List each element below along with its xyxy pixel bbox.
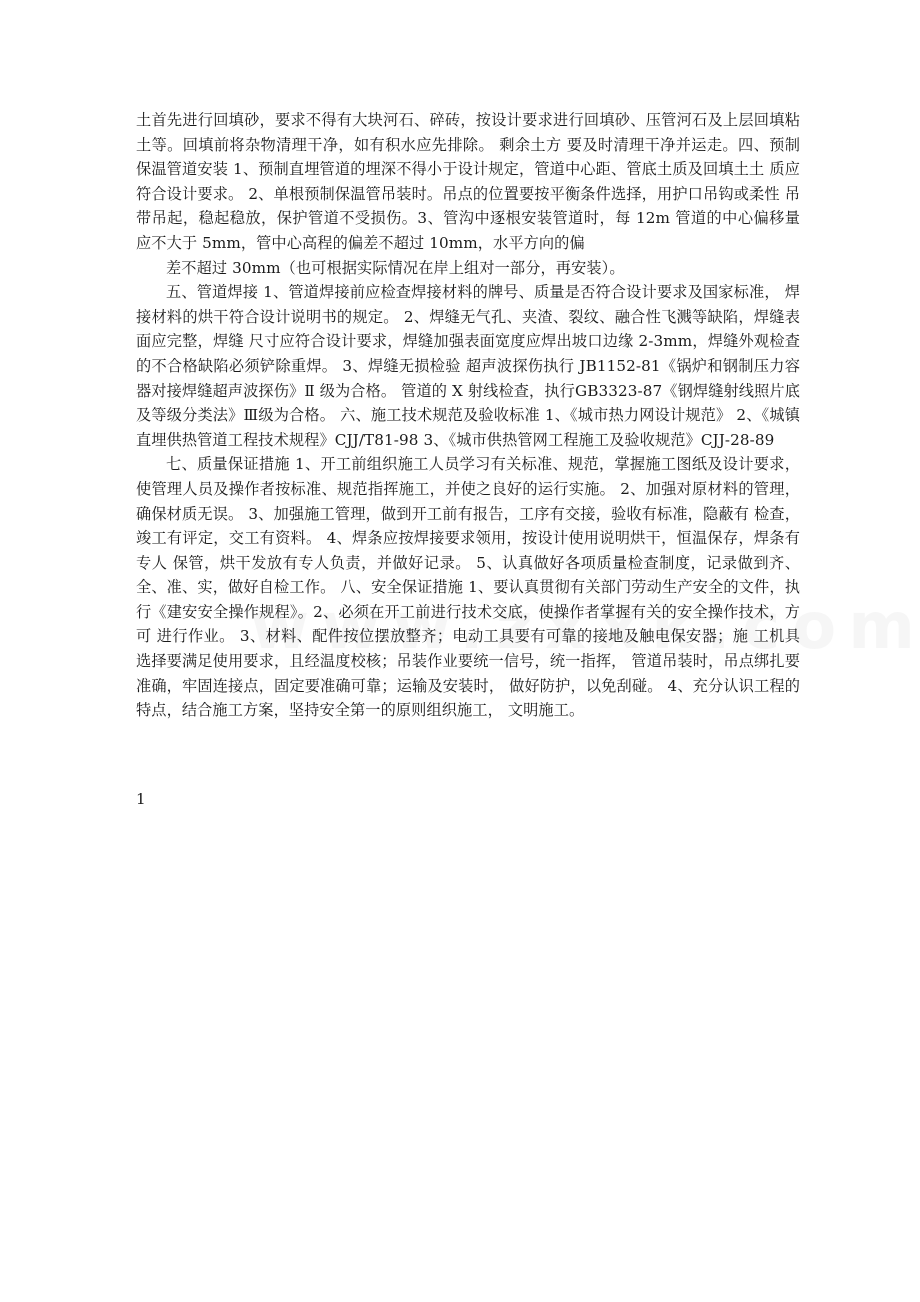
paragraph-4: 七、质量保证措施 1、开工前组织施工人员学习有关标准、规范，掌握施工图纸及设计要求， 使管理人员及操作者按标准、规范指挥施工，并使之良好的运行实施。 2、加强对原材料的管理，确保材质无误。 3、加强施工管理，做到开工前有报告，工序有交接，验收有标准，隐蔽有 检查，竣工有评定，交工有资料。 4、焊条应按焊接要求领用，按设计使用说明烘干，恒温保存，焊条有专人 保管，烘干发放有专人负责，并做好记录。 5、认真做好各项质量检查制度，记录做到齐、全、准、实，做好自检工作。 八、安全保证措施 1、要认真贯彻有关部门劳动生产安全的文件，执行《建安安全操作规程》。2、必须在开工前进行技术交底，使操作者掌握有关的安全操作技术，方可 进行作业。 3、材料、配件按位摆放整齐；电动工具要有可靠的接地及触电保安器；施 工机具选择要满足使用要求，且经温度校核；吊装作业要统一信号，统一指挥， 管道吊装时，吊点绑扎要准确，牢固连接点，固定要准确可靠；运输及安装时， 做好防护，以免刮碰。 4、充分认识工程的特点，结合施工方案，坚持安全第一的原则组织施工， 文明施工。: [136, 455, 800, 720]
paragraph-3: 五、管道焊接 1、管道焊接前应检查焊接材料的牌号、质量是否符合设计要求及国家标准， 焊接材料的烘干符合设计说明书的规定。 2、焊缝无气孔、夹渣、裂纹、融合性飞溅等缺陷，焊缝表面应完整，焊缝 尺寸应符合设计要求，焊缝加强表面宽度应焊出坡口边缘 2-3mm，焊缝外观检查 的不合格缺陷必须铲除重焊。 3、焊缝无损检验 超声波探伤执行 JB1152-81《锅炉和钢制压力容器对接焊缝超声波探伤》Ⅱ 级为合格。 管道的 X 射线检查，执行GB3323-87《钢焊缝射线照片底及等级分类法》Ⅲ级为合格。 六、施工技术规范及验收标准 1、《城市热力网设计规范》 2、《城镇直埋供热管道工程技术规程》CJJ/T81-98 3、《城市供热管网工程施工及验收规范》CJJ-28-89: [136, 283, 800, 449]
document-body: [136, 108, 800, 723]
page-number: 1: [136, 790, 146, 808]
paragraph-2: 差不超过 30mm（也可根据实际情况在岸上组对一部分，再安装）。: [166, 258, 625, 277]
paragraph-1: 土首先进行回填砂，要求不得有大块河石、碎砖，按设计要求进行回填砂、压管河石及上层回填粘土等。回填前将杂物清理干净，如有积水应先排除。 剩余土方 要及时清理干净并运走。四、预制保温管道安装 1、预制直埋管道的埋深不得小于设计规定，管道中心距、管底土质及回填土土 质应符合设计要求。 2、单根预制保温管吊装时。吊点的位置要按平衡条件选择，用护口吊钩或柔性 吊带吊起，稳起稳放，保护管道不受损伤。3、管沟中逐根安装管道时，每 12m 管道的中心偏移量应不大于 5mm，管中心高程的偏差不超过 10mm，水平方向的偏: [136, 111, 800, 252]
